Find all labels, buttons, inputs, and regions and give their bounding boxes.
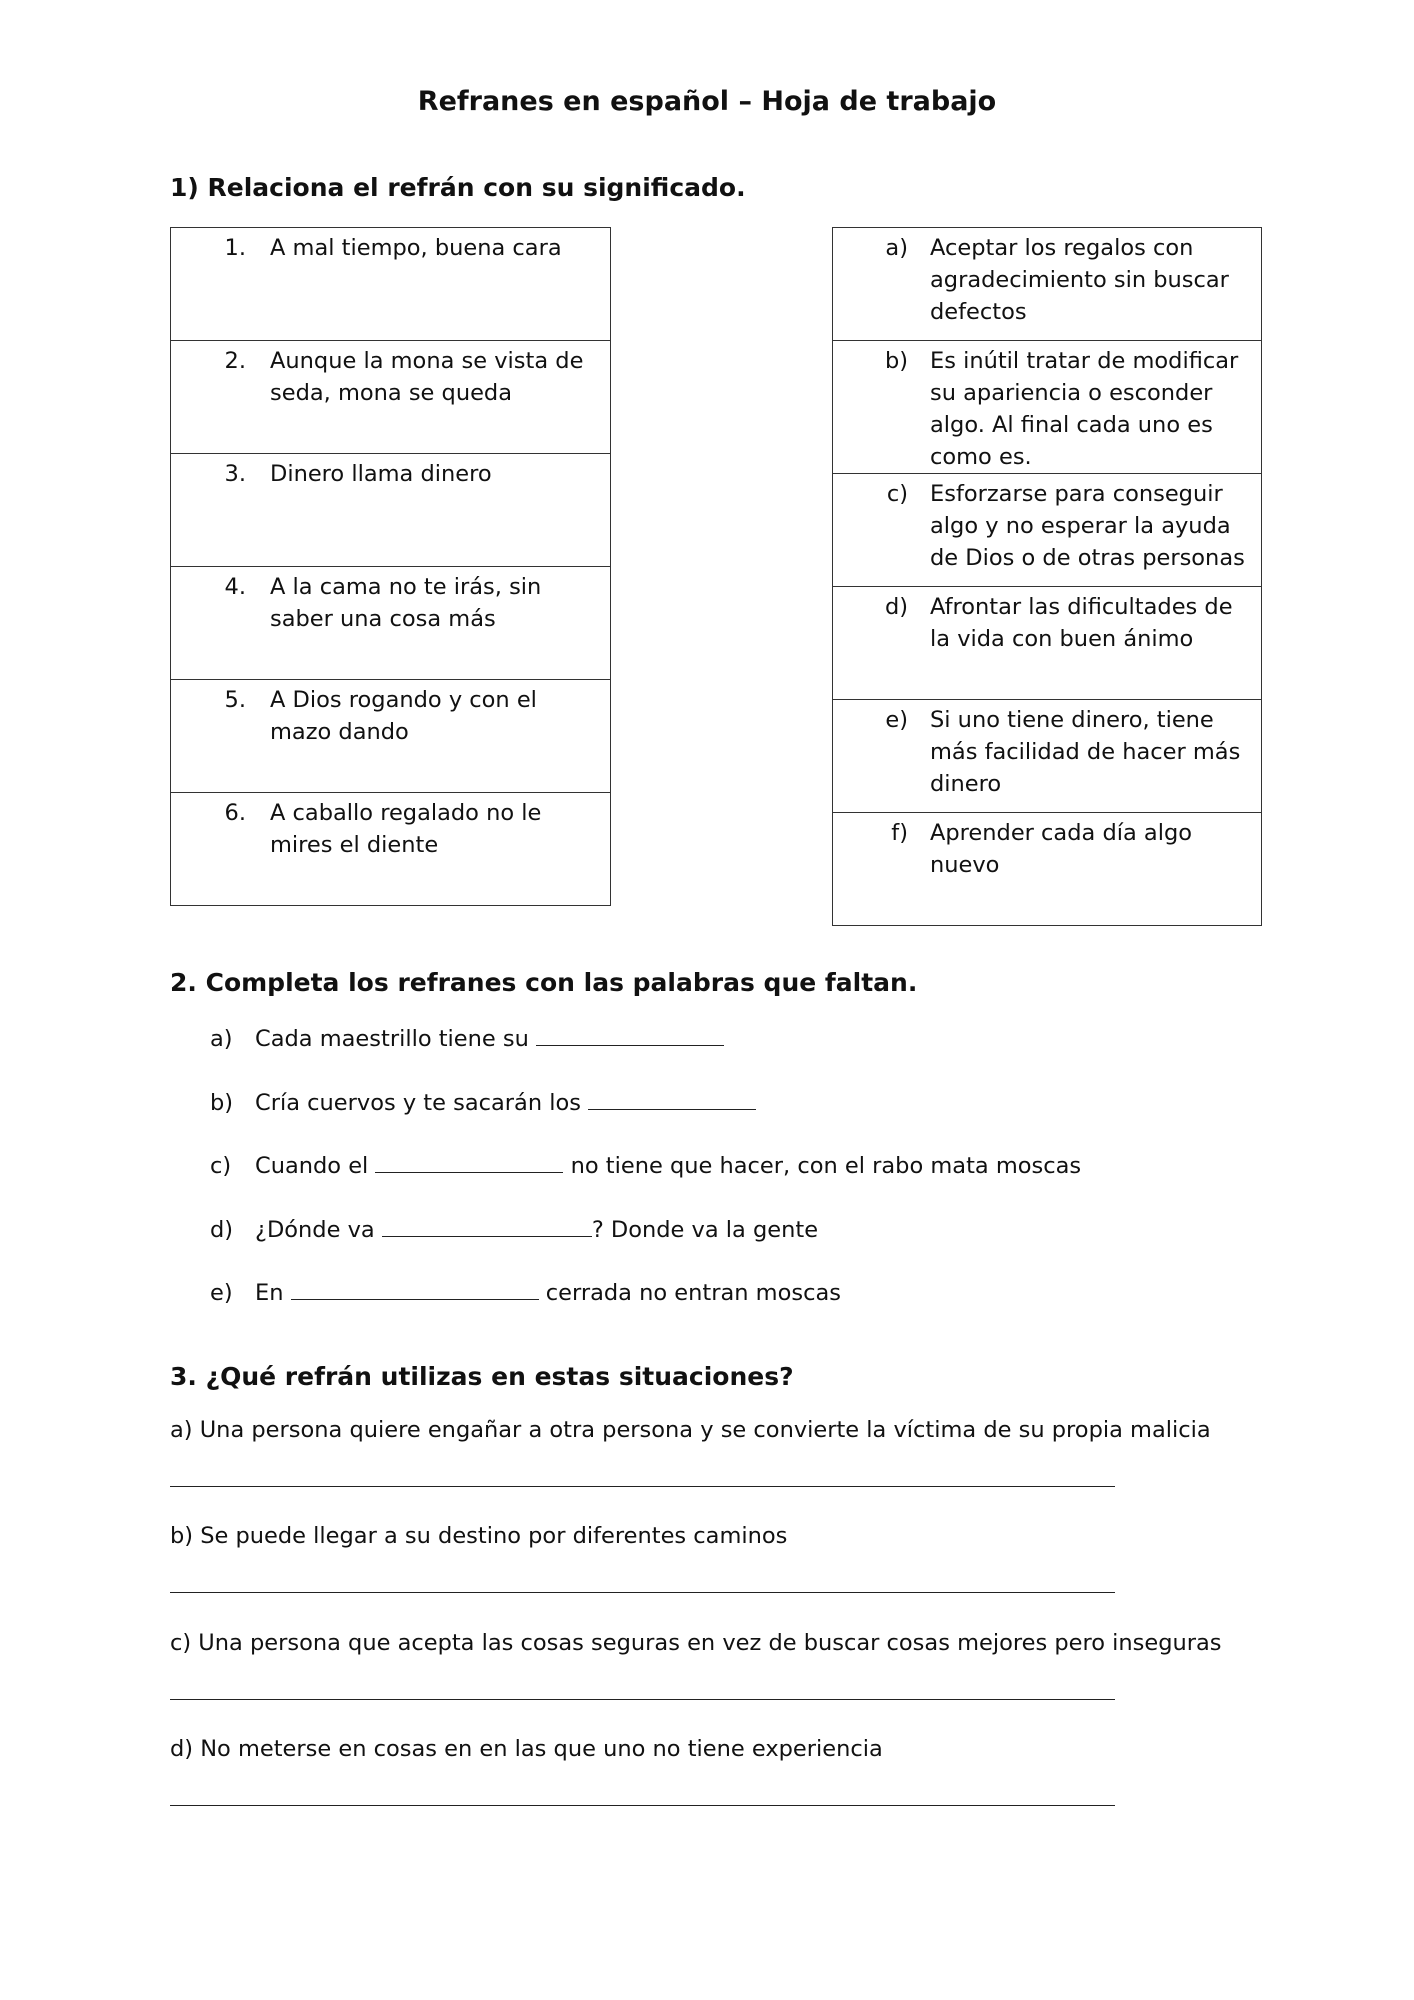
- fill-text-after: cerrada no entran moscas: [538, 1280, 841, 1306]
- meaning-text: Es inútil tratar de modificar su apariencia o esconder algo. Al final cada uno es como es.: [930, 348, 1239, 470]
- answer-line[interactable]: [170, 1805, 1115, 1806]
- meaning-letter: f): [891, 820, 908, 846]
- section3-heading: 3. ¿Qué refrán utilizas en estas situaciones?: [170, 1362, 794, 1391]
- situation-question: d) No meterse en cosas en en las que uno no tiene experiencia: [170, 1736, 883, 1762]
- meaning-letter: d): [884, 594, 908, 620]
- proverb-cell: [171, 454, 611, 567]
- meaning-letter: c): [886, 481, 908, 507]
- meaning-text: Aprender cada día algo nuevo: [930, 820, 1193, 878]
- worksheet-title: Refranes en español – Hoja de trabajo: [417, 86, 997, 117]
- fill-blank[interactable]: [536, 1023, 724, 1046]
- meaning-cell: [833, 700, 1262, 813]
- fill-item: [210, 1214, 818, 1246]
- proverb-text: A la cama no te irás, sin saber una cosa más: [270, 574, 542, 632]
- fill-text-before: Cría cuervos y te sacarán los: [255, 1090, 589, 1116]
- fill-label: e): [210, 1280, 233, 1306]
- fill-text-before: Cuando el: [255, 1153, 376, 1179]
- meaning-text: Si uno tiene dinero, tiene más facilidad de hacer más dinero: [930, 707, 1241, 797]
- proverb-cell: [171, 793, 611, 906]
- proverb-cell: [171, 341, 611, 454]
- meaning-cell: [833, 587, 1262, 700]
- proverb-number: 5.: [224, 687, 246, 713]
- situation-question: b) Se puede llegar a su destino por diferentes caminos: [170, 1523, 788, 1549]
- fill-label: c): [210, 1153, 232, 1179]
- meaning-cell: [833, 228, 1262, 341]
- proverb-cell: [171, 567, 611, 680]
- proverb-text: Dinero llama dinero: [270, 461, 492, 487]
- fill-item: [210, 1150, 1081, 1182]
- fill-blank[interactable]: [382, 1214, 592, 1237]
- proverb-cell: [171, 228, 611, 341]
- fill-text-after: ? Donde va la gente: [591, 1217, 819, 1243]
- proverb-number: 6.: [224, 800, 246, 826]
- situation-question: a) Una persona quiere engañar a otra persona y se convierte la víctima de su propia malicia: [170, 1417, 1211, 1443]
- fill-text-before: ¿Dónde va: [255, 1217, 382, 1243]
- fill-blank[interactable]: [588, 1087, 756, 1110]
- fill-text-before: En: [255, 1280, 291, 1306]
- meaning-text: Esforzarse para conseguir algo y no esperar la ayuda de Dios o de otras personas: [930, 481, 1245, 571]
- fill-item: [210, 1087, 756, 1119]
- fill-label: d): [210, 1217, 234, 1243]
- meaning-cell: [833, 474, 1262, 587]
- answer-line[interactable]: [170, 1486, 1115, 1487]
- proverb-number: 4.: [224, 574, 246, 600]
- fill-blank[interactable]: [375, 1150, 563, 1173]
- proverb-text: A Dios rogando y con el mazo dando: [270, 687, 537, 745]
- proverb-number: 3.: [224, 461, 246, 487]
- fill-blank[interactable]: [291, 1277, 539, 1300]
- proverb-text: A mal tiempo, buena cara: [270, 235, 562, 261]
- meaning-letter: a): [885, 235, 908, 261]
- meaning-cell: [833, 813, 1262, 926]
- fill-item: [210, 1277, 841, 1309]
- proverb-cell: [171, 680, 611, 793]
- fill-label: b): [210, 1090, 234, 1116]
- meaning-letter: e): [885, 707, 908, 733]
- proverb-number: 1.: [224, 235, 246, 261]
- proverbs-table: [170, 227, 611, 906]
- proverb-number: 2.: [224, 348, 246, 374]
- section2-heading: 2. Completa los refranes con las palabras que faltan.: [170, 968, 918, 997]
- fill-text-before: Cada maestrillo tiene su: [255, 1026, 537, 1052]
- situation-question: c) Una persona que acepta las cosas seguras en vez de buscar cosas mejores pero inseguras: [170, 1630, 1222, 1656]
- proverb-text: Aunque la mona se vista de seda, mona se queda: [270, 348, 584, 406]
- fill-text-after: no tiene que hacer, con el rabo mata moscas: [563, 1153, 1082, 1179]
- meanings-table: [832, 227, 1262, 926]
- proverb-text: A caballo regalado no le mires el diente: [270, 800, 542, 858]
- meaning-text: Afrontar las dificultades de la vida con buen ánimo: [930, 594, 1233, 652]
- meaning-cell: [833, 341, 1262, 474]
- answer-line[interactable]: [170, 1592, 1115, 1593]
- meaning-letter: b): [884, 348, 908, 374]
- fill-label: a): [210, 1026, 233, 1052]
- meaning-text: Aceptar los regalos con agradecimiento sin buscar defectos: [930, 235, 1229, 325]
- section1-heading: 1) Relaciona el refrán con su significado.: [170, 173, 746, 202]
- answer-line[interactable]: [170, 1699, 1115, 1700]
- fill-item: [210, 1023, 724, 1055]
